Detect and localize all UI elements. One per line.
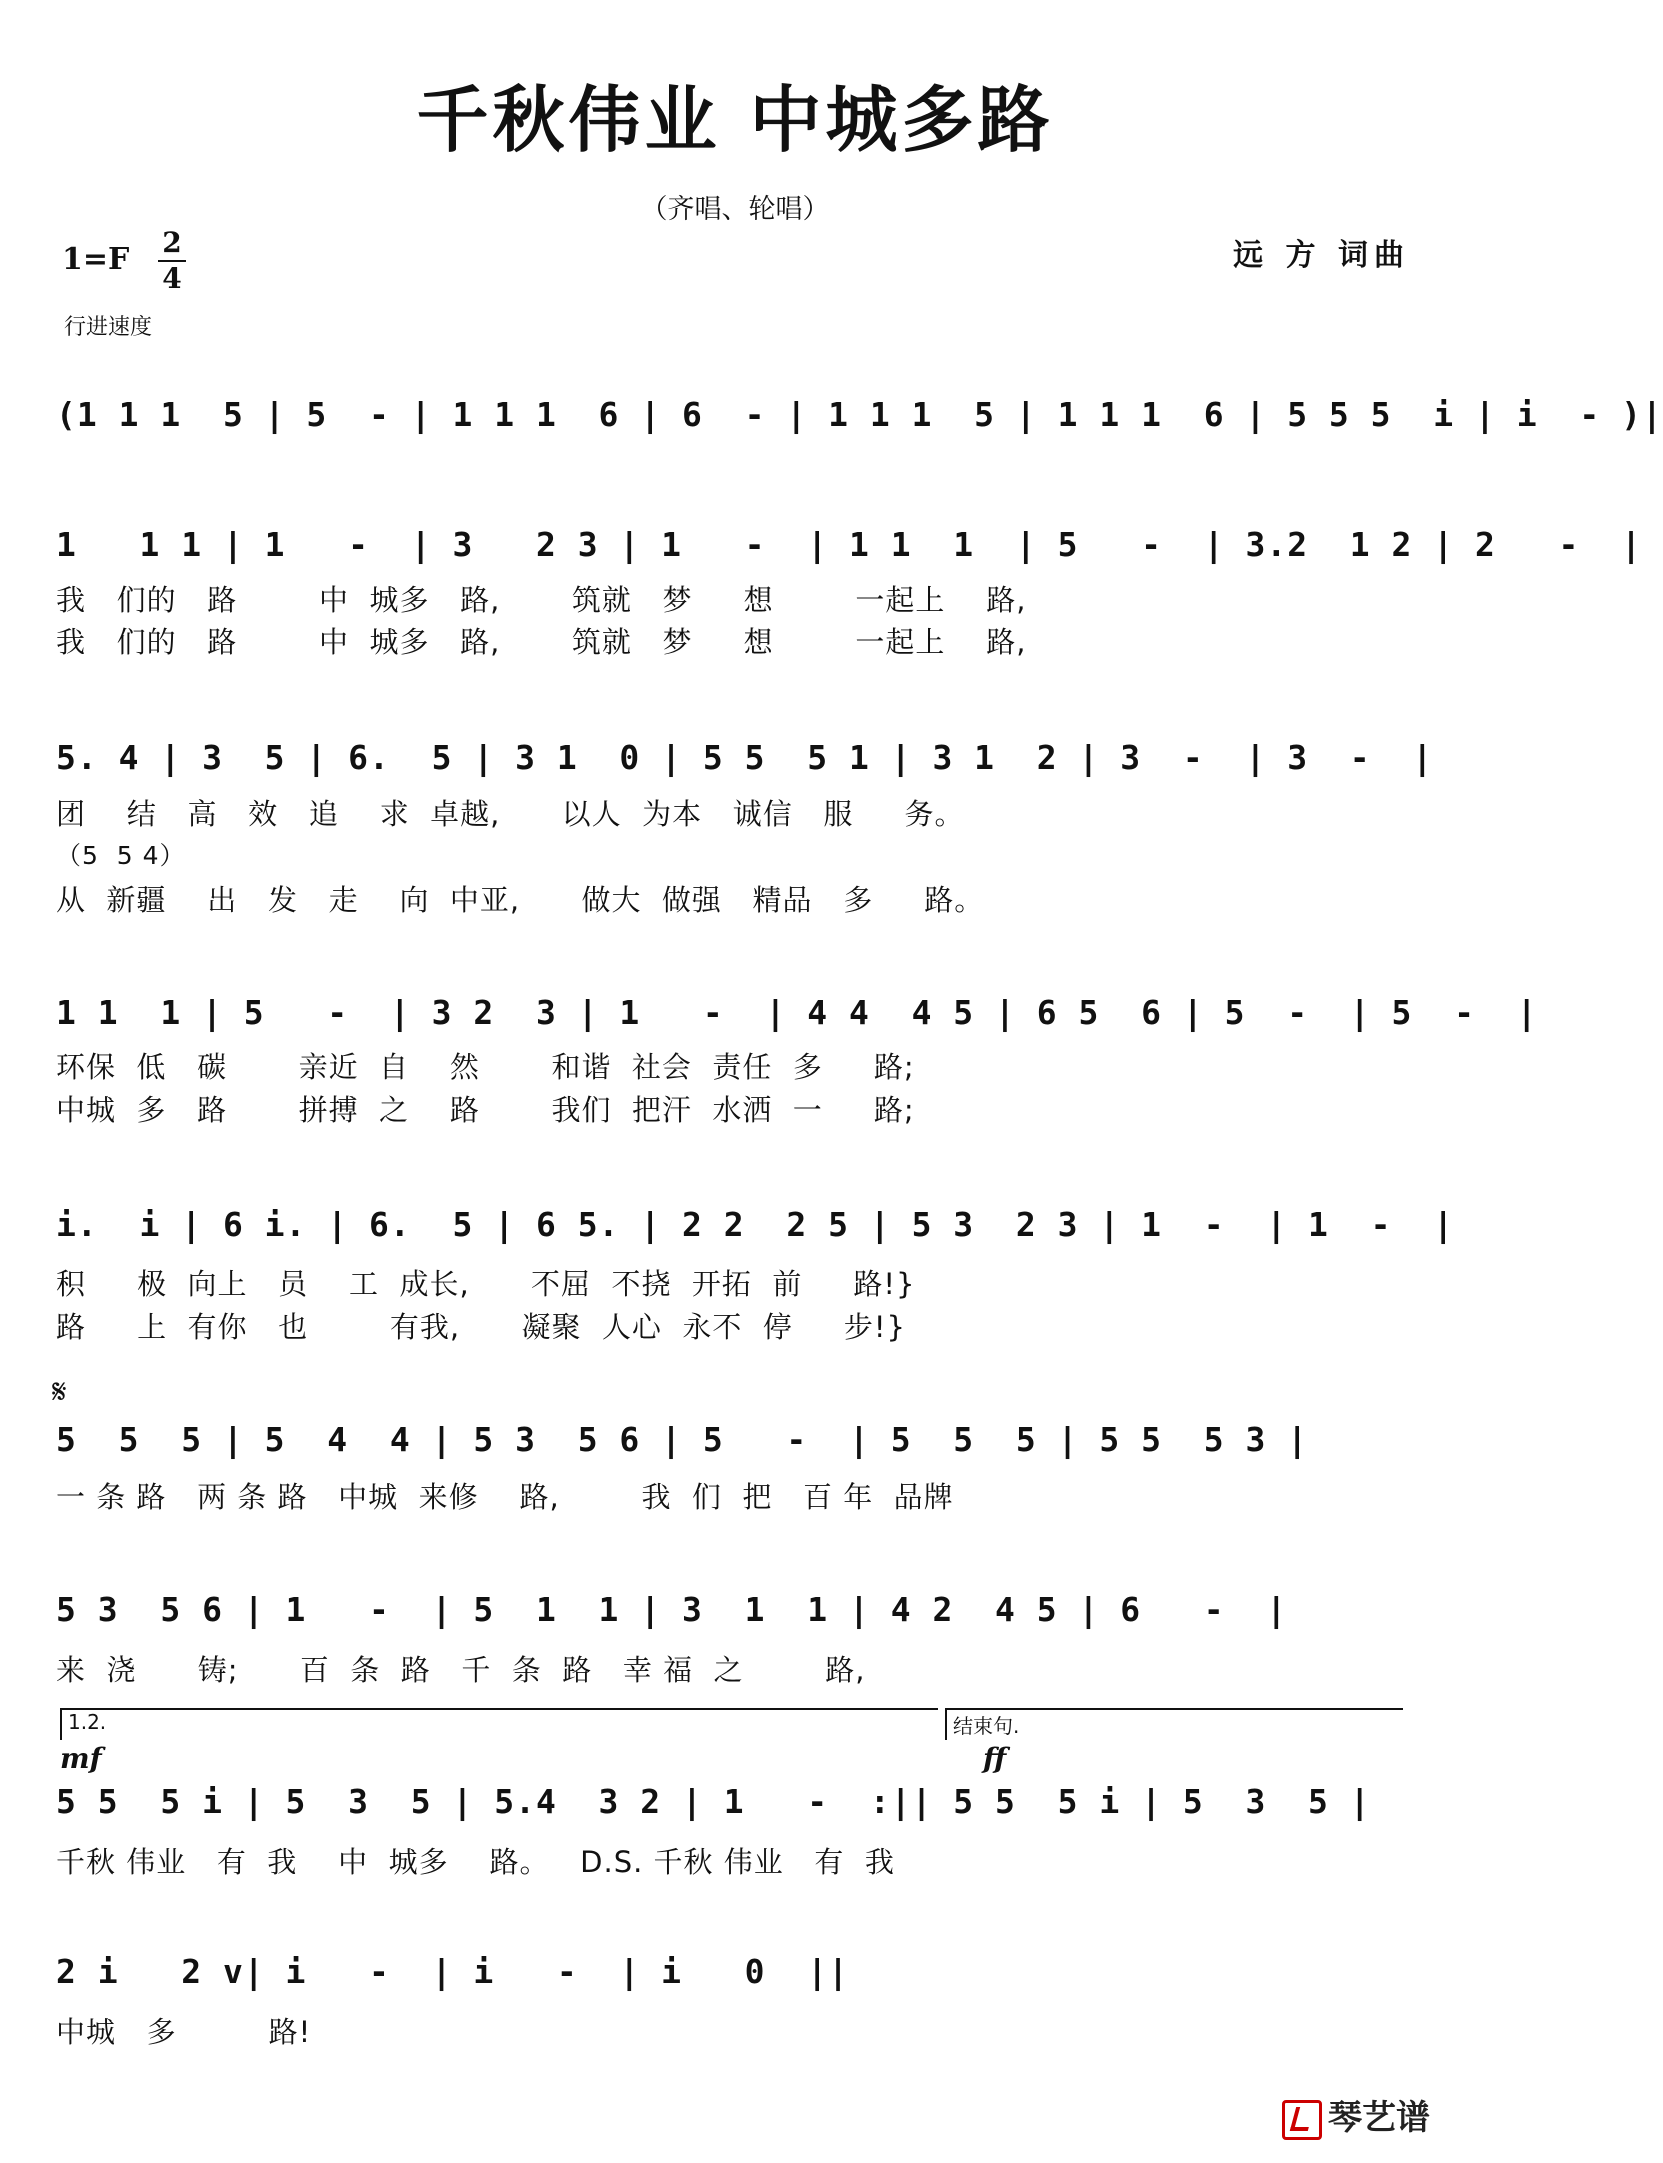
line4-lyric1: 积 极 向上 员 工 成长, 不屈 不挠 开拓 前 路!} bbox=[56, 1267, 916, 1301]
site-logo bbox=[1282, 2090, 1430, 2140]
line6-lyric1: 来 浇 铸; 百 条 路 千 条 路 幸 福 之 路, bbox=[56, 1653, 866, 1687]
intro-notes: (1 1 1 5 | 5 - | 1 1 1 6 | 6 - | 1 1 1 5 | 1 1 1 6 | 5 5 5 i | i - )| bbox=[56, 395, 1663, 434]
line5-lyric1: 一 条 路 两 条 路 中城 来修 路, 我 们 把 百 年 品牌 bbox=[56, 1480, 954, 1514]
author-credit: 远 方 词曲 bbox=[1233, 238, 1410, 273]
logo-icon bbox=[1282, 2100, 1322, 2140]
line4-lyric2: 路 上 有你 也 有我, 凝聚 人心 永不 停 步!} bbox=[56, 1310, 906, 1344]
line3-notes: 1 1 1 | 5 - | 3 2 3 | 1 - | 4 4 4 5 | 6 5 6 | 5 - | 5 - | bbox=[56, 993, 1538, 1032]
line3-lyric1: 环保 低 碳 亲近 自 然 和谐 社会 责任 多 路; bbox=[56, 1050, 915, 1084]
line1-lyric1: 我 们的 路 中 城多 路, 筑就 梦 想 一起上 路, bbox=[56, 583, 1027, 617]
line3-lyric2: 中城 多 路 拼搏 之 路 我们 把汗 水洒 一 路; bbox=[56, 1093, 915, 1127]
line2-lyric2: 从 新疆 出 发 走 向 中亚, 做大 做强 精品 多 路。 bbox=[56, 883, 985, 917]
line1-lyric2: 我 们的 路 中 城多 路, 筑就 梦 想 一起上 路, bbox=[56, 625, 1027, 659]
line6-notes: 5 3 5 6 | 1 - | 5 1 1 | 3 1 1 | 4 2 4 5 | 6 - | bbox=[56, 1590, 1288, 1629]
line8-notes: 2 i 2 v| i - | i - | i 0 || bbox=[56, 1952, 849, 1991]
tempo-marking: 行进速度 bbox=[64, 315, 153, 340]
line2-lyric1: 团 结 高 效 追 求 卓越, 以人 为本 诚信 服 务。 bbox=[56, 797, 965, 831]
key-signature: 1=F bbox=[62, 242, 130, 277]
volta-first-ending: 1.2. bbox=[60, 1708, 938, 1740]
subtitle: （齐唱、轮唱） bbox=[640, 194, 830, 225]
line7-notes: 5 5 5 i | 5 3 5 | 5.4 3 2 | 1 - :|| 5 5 5 i | 5 3 5 | bbox=[56, 1782, 1371, 1821]
line1-notes: 1 1 1 | 1 - | 3 2 3 | 1 - | 1 1 1 | 5 - | 3.2 1 2 | 2 - | bbox=[56, 525, 1642, 564]
line2-alt-notes: （5 5 4） bbox=[56, 841, 186, 870]
dynamic-ff: ff bbox=[983, 1742, 1007, 1775]
page-title: 千秋伟业 中城多路 bbox=[416, 77, 1054, 162]
line7-lyric1: 千秋 伟业 有 我 中 城多 路。 D.S. 千秋 伟业 有 我 bbox=[56, 1845, 895, 1879]
line2-notes: 5. 4 | 3 5 | 6. 5 | 3 1 0 | 5 5 5 1 | 3 1 2 | 3 - | 3 - | bbox=[56, 738, 1434, 777]
line4-notes: i. i | 6 i. | 6. 5 | 6 5. | 2 2 2 5 | 5 3 2 3 | 1 - | 1 - | bbox=[56, 1205, 1455, 1244]
time-numerator: 2 bbox=[162, 226, 182, 259]
time-denominator: 4 bbox=[162, 262, 182, 295]
logo-text: 琴艺谱 bbox=[1328, 2098, 1430, 2138]
volta-ending-phrase: 结束句. bbox=[945, 1708, 1403, 1740]
line5-notes: 5 5 5 | 5 4 4 | 5 3 5 6 | 5 - | 5 5 5 | 5 5 5 3 | bbox=[56, 1420, 1309, 1459]
dynamic-mf: mf bbox=[60, 1742, 102, 1775]
time-signature bbox=[158, 228, 186, 294]
segno-icon: 𝄋 bbox=[52, 1372, 67, 1412]
line8-lyric1: 中城 多 路! bbox=[56, 2015, 312, 2049]
